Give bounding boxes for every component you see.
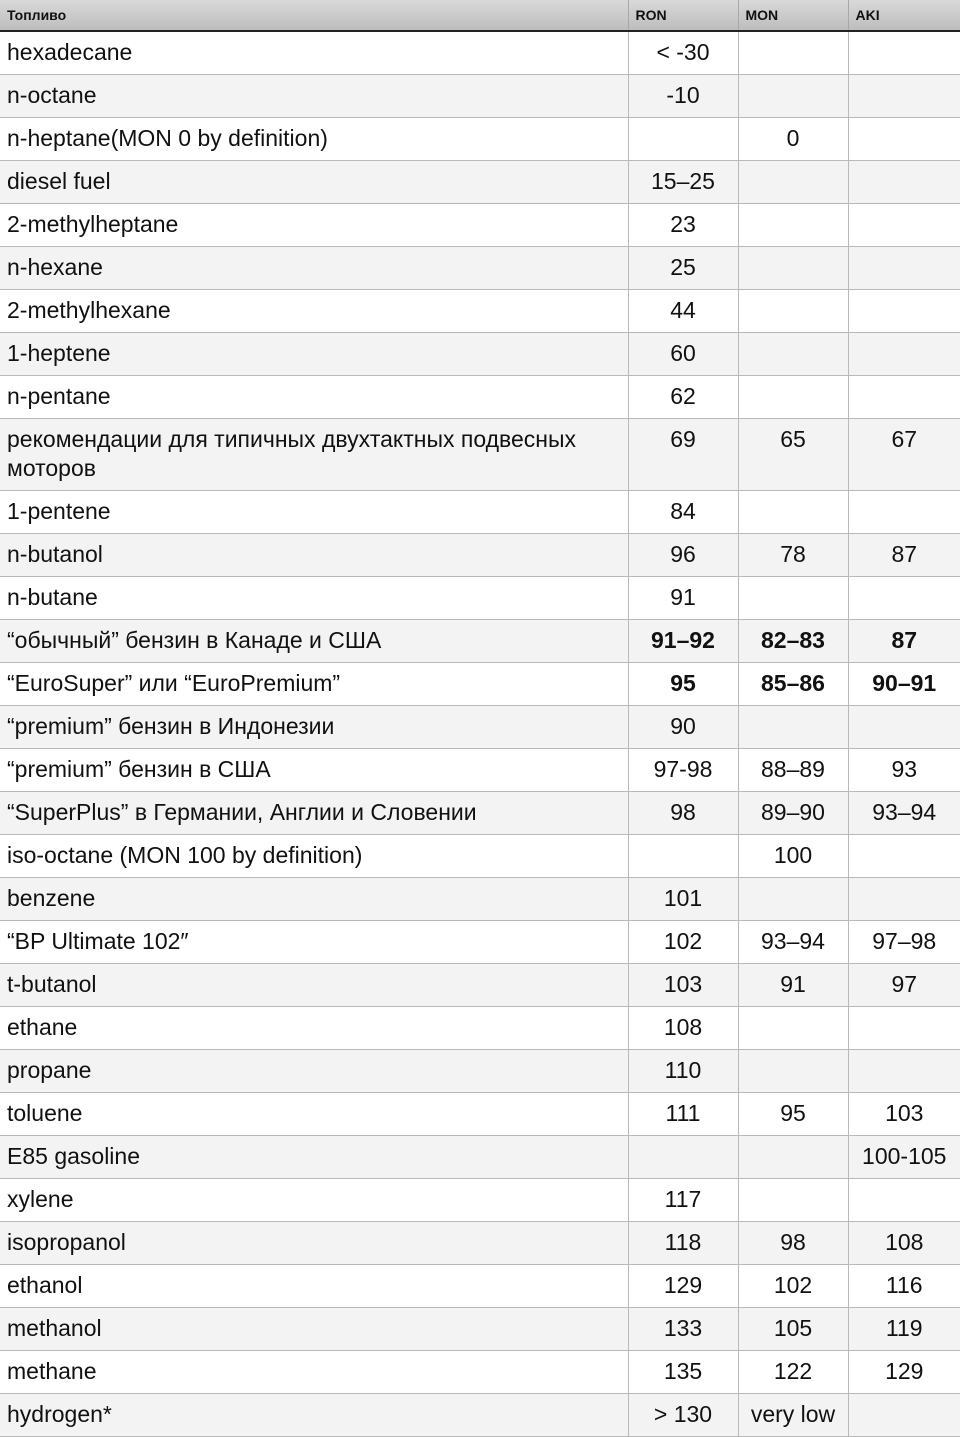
ron-cell: [628, 1136, 738, 1179]
mon-cell: [738, 577, 848, 620]
mon-cell: [738, 491, 848, 534]
ron-cell: 69: [628, 419, 738, 491]
mon-cell: [738, 75, 848, 118]
mon-cell: [738, 204, 848, 247]
mon-cell: [738, 333, 848, 376]
mon-cell: [738, 31, 848, 75]
aki-cell: 108: [848, 1222, 960, 1265]
header-ron[interactable]: RON: [628, 0, 738, 31]
mon-cell: 82–83: [738, 620, 848, 663]
aki-cell: [848, 878, 960, 921]
table-row: [0, 1007, 960, 1050]
table-row: [0, 247, 960, 290]
fuel-cell: “premium” бензин в Индонезии: [0, 706, 628, 749]
fuel-cell: ethane: [0, 1007, 628, 1050]
table-row: [0, 878, 960, 921]
fuel-cell: n-butane: [0, 577, 628, 620]
fuel-cell: n-hexane: [0, 247, 628, 290]
fuel-cell: n-butanol: [0, 534, 628, 577]
mon-cell: 85–86: [738, 663, 848, 706]
aki-cell: 97: [848, 964, 960, 1007]
mon-cell: 100: [738, 835, 848, 878]
fuel-cell: 1-pentene: [0, 491, 628, 534]
table-row: [0, 663, 960, 706]
aki-cell: 90–91: [848, 663, 960, 706]
fuel-cell: 2-methylheptane: [0, 204, 628, 247]
fuel-cell: E85 gasoline: [0, 1136, 628, 1179]
fuel-cell: methanol: [0, 1308, 628, 1351]
table-row: [0, 620, 960, 663]
aki-cell: 67: [848, 419, 960, 491]
ron-cell: 110: [628, 1050, 738, 1093]
ron-cell: 103: [628, 964, 738, 1007]
aki-cell: [848, 247, 960, 290]
ron-cell: [628, 118, 738, 161]
fuel-cell: benzene: [0, 878, 628, 921]
mon-cell: [738, 1179, 848, 1222]
table-row: [0, 161, 960, 204]
mon-cell: [738, 290, 848, 333]
fuel-cell: “SuperPlus” в Германии, Англии и Словении: [0, 792, 628, 835]
fuel-cell: t-butanol: [0, 964, 628, 1007]
mon-cell: [738, 161, 848, 204]
ron-cell: 91–92: [628, 620, 738, 663]
aki-cell: [848, 333, 960, 376]
aki-cell: [848, 1007, 960, 1050]
aki-cell: 103: [848, 1093, 960, 1136]
header-row: [0, 0, 960, 31]
table-row: [0, 491, 960, 534]
fuel-cell: n-octane: [0, 75, 628, 118]
aki-cell: 97–98: [848, 921, 960, 964]
aki-cell: 119: [848, 1308, 960, 1351]
mon-cell: 91: [738, 964, 848, 1007]
ron-cell: 102: [628, 921, 738, 964]
fuel-cell: toluene: [0, 1093, 628, 1136]
ron-cell: 62: [628, 376, 738, 419]
ron-cell: 60: [628, 333, 738, 376]
mon-cell: [738, 1007, 848, 1050]
ron-cell: 101: [628, 878, 738, 921]
table-row: [0, 534, 960, 577]
ron-cell: 111: [628, 1093, 738, 1136]
ron-cell: 129: [628, 1265, 738, 1308]
table-row: [0, 1179, 960, 1222]
table-row: [0, 1351, 960, 1394]
table-row: [0, 749, 960, 792]
aki-cell: 100-105: [848, 1136, 960, 1179]
mon-cell: 88–89: [738, 749, 848, 792]
table-row: [0, 1222, 960, 1265]
table-row: [0, 1136, 960, 1179]
fuel-cell: isopropanol: [0, 1222, 628, 1265]
header-aki[interactable]: AKI: [848, 0, 960, 31]
fuel-cell: “обычный” бензин в Канаде и США: [0, 620, 628, 663]
mon-cell: 95: [738, 1093, 848, 1136]
aki-cell: [848, 835, 960, 878]
ron-cell: 108: [628, 1007, 738, 1050]
ron-cell: 84: [628, 491, 738, 534]
aki-cell: 93: [848, 749, 960, 792]
fuel-cell: “EuroSuper” или “EuroPremium”: [0, 663, 628, 706]
mon-cell: [738, 1136, 848, 1179]
mon-cell: [738, 878, 848, 921]
ron-cell: 15–25: [628, 161, 738, 204]
fuel-cell: ethanol: [0, 1265, 628, 1308]
ron-cell: > 130: [628, 1394, 738, 1437]
aki-cell: 87: [848, 620, 960, 663]
header-fuel[interactable]: Топливо: [0, 0, 628, 31]
mon-cell: 122: [738, 1351, 848, 1394]
ron-cell: 98: [628, 792, 738, 835]
fuel-cell: “BP Ultimate 102″: [0, 921, 628, 964]
aki-cell: [848, 1050, 960, 1093]
fuel-cell: рекомендации для типичных двухтактных подвесных моторов: [0, 419, 628, 491]
ron-cell: 44: [628, 290, 738, 333]
aki-cell: 93–94: [848, 792, 960, 835]
fuel-cell: hexadecane: [0, 31, 628, 75]
table-row: [0, 792, 960, 835]
table-row: [0, 75, 960, 118]
ron-cell: 97-98: [628, 749, 738, 792]
mon-cell: [738, 247, 848, 290]
ron-cell: 118: [628, 1222, 738, 1265]
table-body: [0, 31, 960, 1437]
mon-cell: 78: [738, 534, 848, 577]
table-row: [0, 1308, 960, 1351]
aki-cell: 116: [848, 1265, 960, 1308]
table-row: [0, 31, 960, 75]
ron-cell: 117: [628, 1179, 738, 1222]
aki-cell: [848, 290, 960, 333]
mon-cell: [738, 1050, 848, 1093]
table-row: [0, 1394, 960, 1437]
table-row: [0, 1050, 960, 1093]
aki-cell: [848, 706, 960, 749]
aki-cell: [848, 1394, 960, 1437]
aki-cell: [848, 31, 960, 75]
table-row: [0, 204, 960, 247]
ron-cell: < -30: [628, 31, 738, 75]
ron-cell: 25: [628, 247, 738, 290]
header-mon[interactable]: MON: [738, 0, 848, 31]
table-row: [0, 333, 960, 376]
ron-cell: -10: [628, 75, 738, 118]
table-row: [0, 706, 960, 749]
aki-cell: [848, 118, 960, 161]
fuel-cell: n-pentane: [0, 376, 628, 419]
mon-cell: 89–90: [738, 792, 848, 835]
fuel-cell: methane: [0, 1351, 628, 1394]
aki-cell: [848, 75, 960, 118]
mon-cell: [738, 706, 848, 749]
table-row: [0, 290, 960, 333]
mon-cell: [738, 376, 848, 419]
fuel-cell: n-heptane(MON 0 by definition): [0, 118, 628, 161]
fuel-cell: 1-heptene: [0, 333, 628, 376]
mon-cell: 105: [738, 1308, 848, 1351]
table-row: [0, 577, 960, 620]
ron-cell: 133: [628, 1308, 738, 1351]
fuel-cell: xylene: [0, 1179, 628, 1222]
aki-cell: [848, 204, 960, 247]
table-row: [0, 1093, 960, 1136]
table-row: [0, 964, 960, 1007]
mon-cell: 98: [738, 1222, 848, 1265]
fuel-cell: propane: [0, 1050, 628, 1093]
ron-cell: 91: [628, 577, 738, 620]
fuel-cell: diesel fuel: [0, 161, 628, 204]
mon-cell: 65: [738, 419, 848, 491]
table-row: [0, 419, 960, 491]
table-row: [0, 376, 960, 419]
aki-cell: 87: [848, 534, 960, 577]
mon-cell: very low: [738, 1394, 848, 1437]
table-row: [0, 1265, 960, 1308]
aki-cell: [848, 376, 960, 419]
aki-cell: [848, 161, 960, 204]
ron-cell: 135: [628, 1351, 738, 1394]
mon-cell: 102: [738, 1265, 848, 1308]
table-row: [0, 118, 960, 161]
mon-cell: 93–94: [738, 921, 848, 964]
aki-cell: [848, 577, 960, 620]
table-row: [0, 921, 960, 964]
fuel-cell: hydrogen*: [0, 1394, 628, 1437]
ron-cell: [628, 835, 738, 878]
fuel-cell: iso-octane (MON 100 by definition): [0, 835, 628, 878]
ron-cell: 95: [628, 663, 738, 706]
aki-cell: 129: [848, 1351, 960, 1394]
fuel-cell: “premium” бензин в США: [0, 749, 628, 792]
ron-cell: 23: [628, 204, 738, 247]
ron-cell: 90: [628, 706, 738, 749]
fuel-cell: 2-methylhexane: [0, 290, 628, 333]
aki-cell: [848, 1179, 960, 1222]
aki-cell: [848, 491, 960, 534]
ron-cell: 96: [628, 534, 738, 577]
mon-cell: 0: [738, 118, 848, 161]
table-row: [0, 835, 960, 878]
